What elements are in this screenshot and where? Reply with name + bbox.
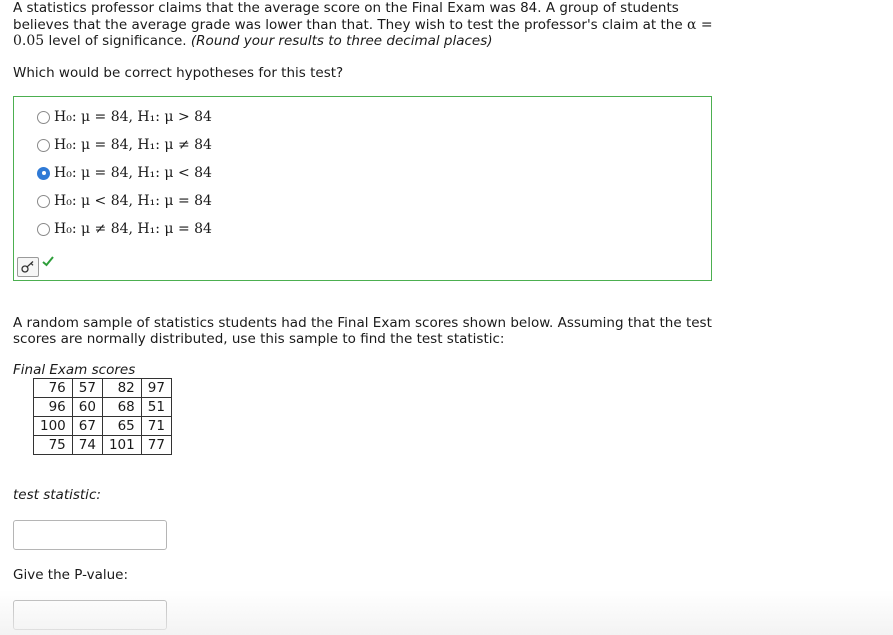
correct-check-icon — [41, 254, 55, 268]
p-value-input[interactable] — [13, 600, 167, 630]
table-row — [34, 417, 172, 436]
key-button[interactable] — [17, 257, 39, 277]
test-statistic-input[interactable] — [13, 520, 167, 550]
option-1[interactable] — [37, 107, 212, 127]
radio-option-2[interactable] — [37, 139, 50, 152]
intro-text: A statistics professor claims that the average score on the Final Exam was 84. A group of students believes that the average grade was lower than that. They wish to test the professor's claim at the — [13, 0, 683, 33]
table-cell: 97 — [141, 379, 171, 398]
alpha-value: α = 0.05 — [13, 16, 713, 49]
rounding-note: (Round your results to three decimal places) — [190, 33, 493, 49]
table-cell: 77 — [141, 436, 171, 455]
table-caption: Final Exam scores — [13, 362, 136, 378]
option-4[interactable] — [37, 191, 212, 211]
radio-option-4[interactable] — [37, 195, 50, 208]
table-cell: 60 — [72, 398, 102, 417]
table-row — [34, 379, 172, 398]
intro-tail: level of significance. — [48, 33, 187, 49]
table-cell: 96 — [34, 398, 73, 417]
sample-description: A random sample of statistics students had the Final Exam scores shown below. Assuming that the test scores are normally distributed, use this sample to find the test statistic: — [13, 315, 712, 347]
test-statistic-label: test statistic: — [13, 487, 101, 503]
table-cell: 51 — [141, 398, 171, 417]
option-2-label: H₀: μ = 84, H₁: μ ≠ 84 — [54, 137, 212, 153]
table-cell: 65 — [102, 417, 141, 436]
option-3-label: H₀: μ = 84, H₁: μ < 84 — [54, 165, 212, 181]
table-cell: 100 — [34, 417, 73, 436]
option-4-label: H₀: μ < 84, H₁: μ = 84 — [54, 193, 212, 209]
table-row — [34, 436, 172, 455]
table-cell: 75 — [34, 436, 73, 455]
radio-option-3[interactable] — [37, 167, 50, 180]
option-3[interactable] — [37, 163, 212, 183]
table-row — [34, 398, 172, 417]
hypotheses-question: Which would be correct hypotheses for this test? — [13, 65, 344, 81]
hypotheses-answer-box — [13, 96, 712, 281]
table-cell: 67 — [72, 417, 102, 436]
p-value-label: Give the P-value: — [13, 567, 129, 583]
table-cell: 68 — [102, 398, 141, 417]
table-cell: 76 — [34, 379, 73, 398]
problem-statement — [13, 0, 728, 50]
option-2[interactable] — [37, 135, 212, 155]
radio-option-5[interactable] — [37, 223, 50, 236]
table-cell: 82 — [102, 379, 141, 398]
option-5[interactable] — [37, 219, 212, 239]
key-icon — [18, 258, 38, 276]
option-1-label: H₀: μ = 84, H₁: μ > 84 — [54, 109, 212, 125]
scores-table — [33, 378, 172, 455]
table-cell: 57 — [72, 379, 102, 398]
radio-option-1[interactable] — [37, 111, 50, 124]
option-5-label: H₀: μ ≠ 84, H₁: μ = 84 — [54, 221, 212, 237]
table-cell: 74 — [72, 436, 102, 455]
table-cell: 71 — [141, 417, 171, 436]
table-cell: 101 — [102, 436, 141, 455]
